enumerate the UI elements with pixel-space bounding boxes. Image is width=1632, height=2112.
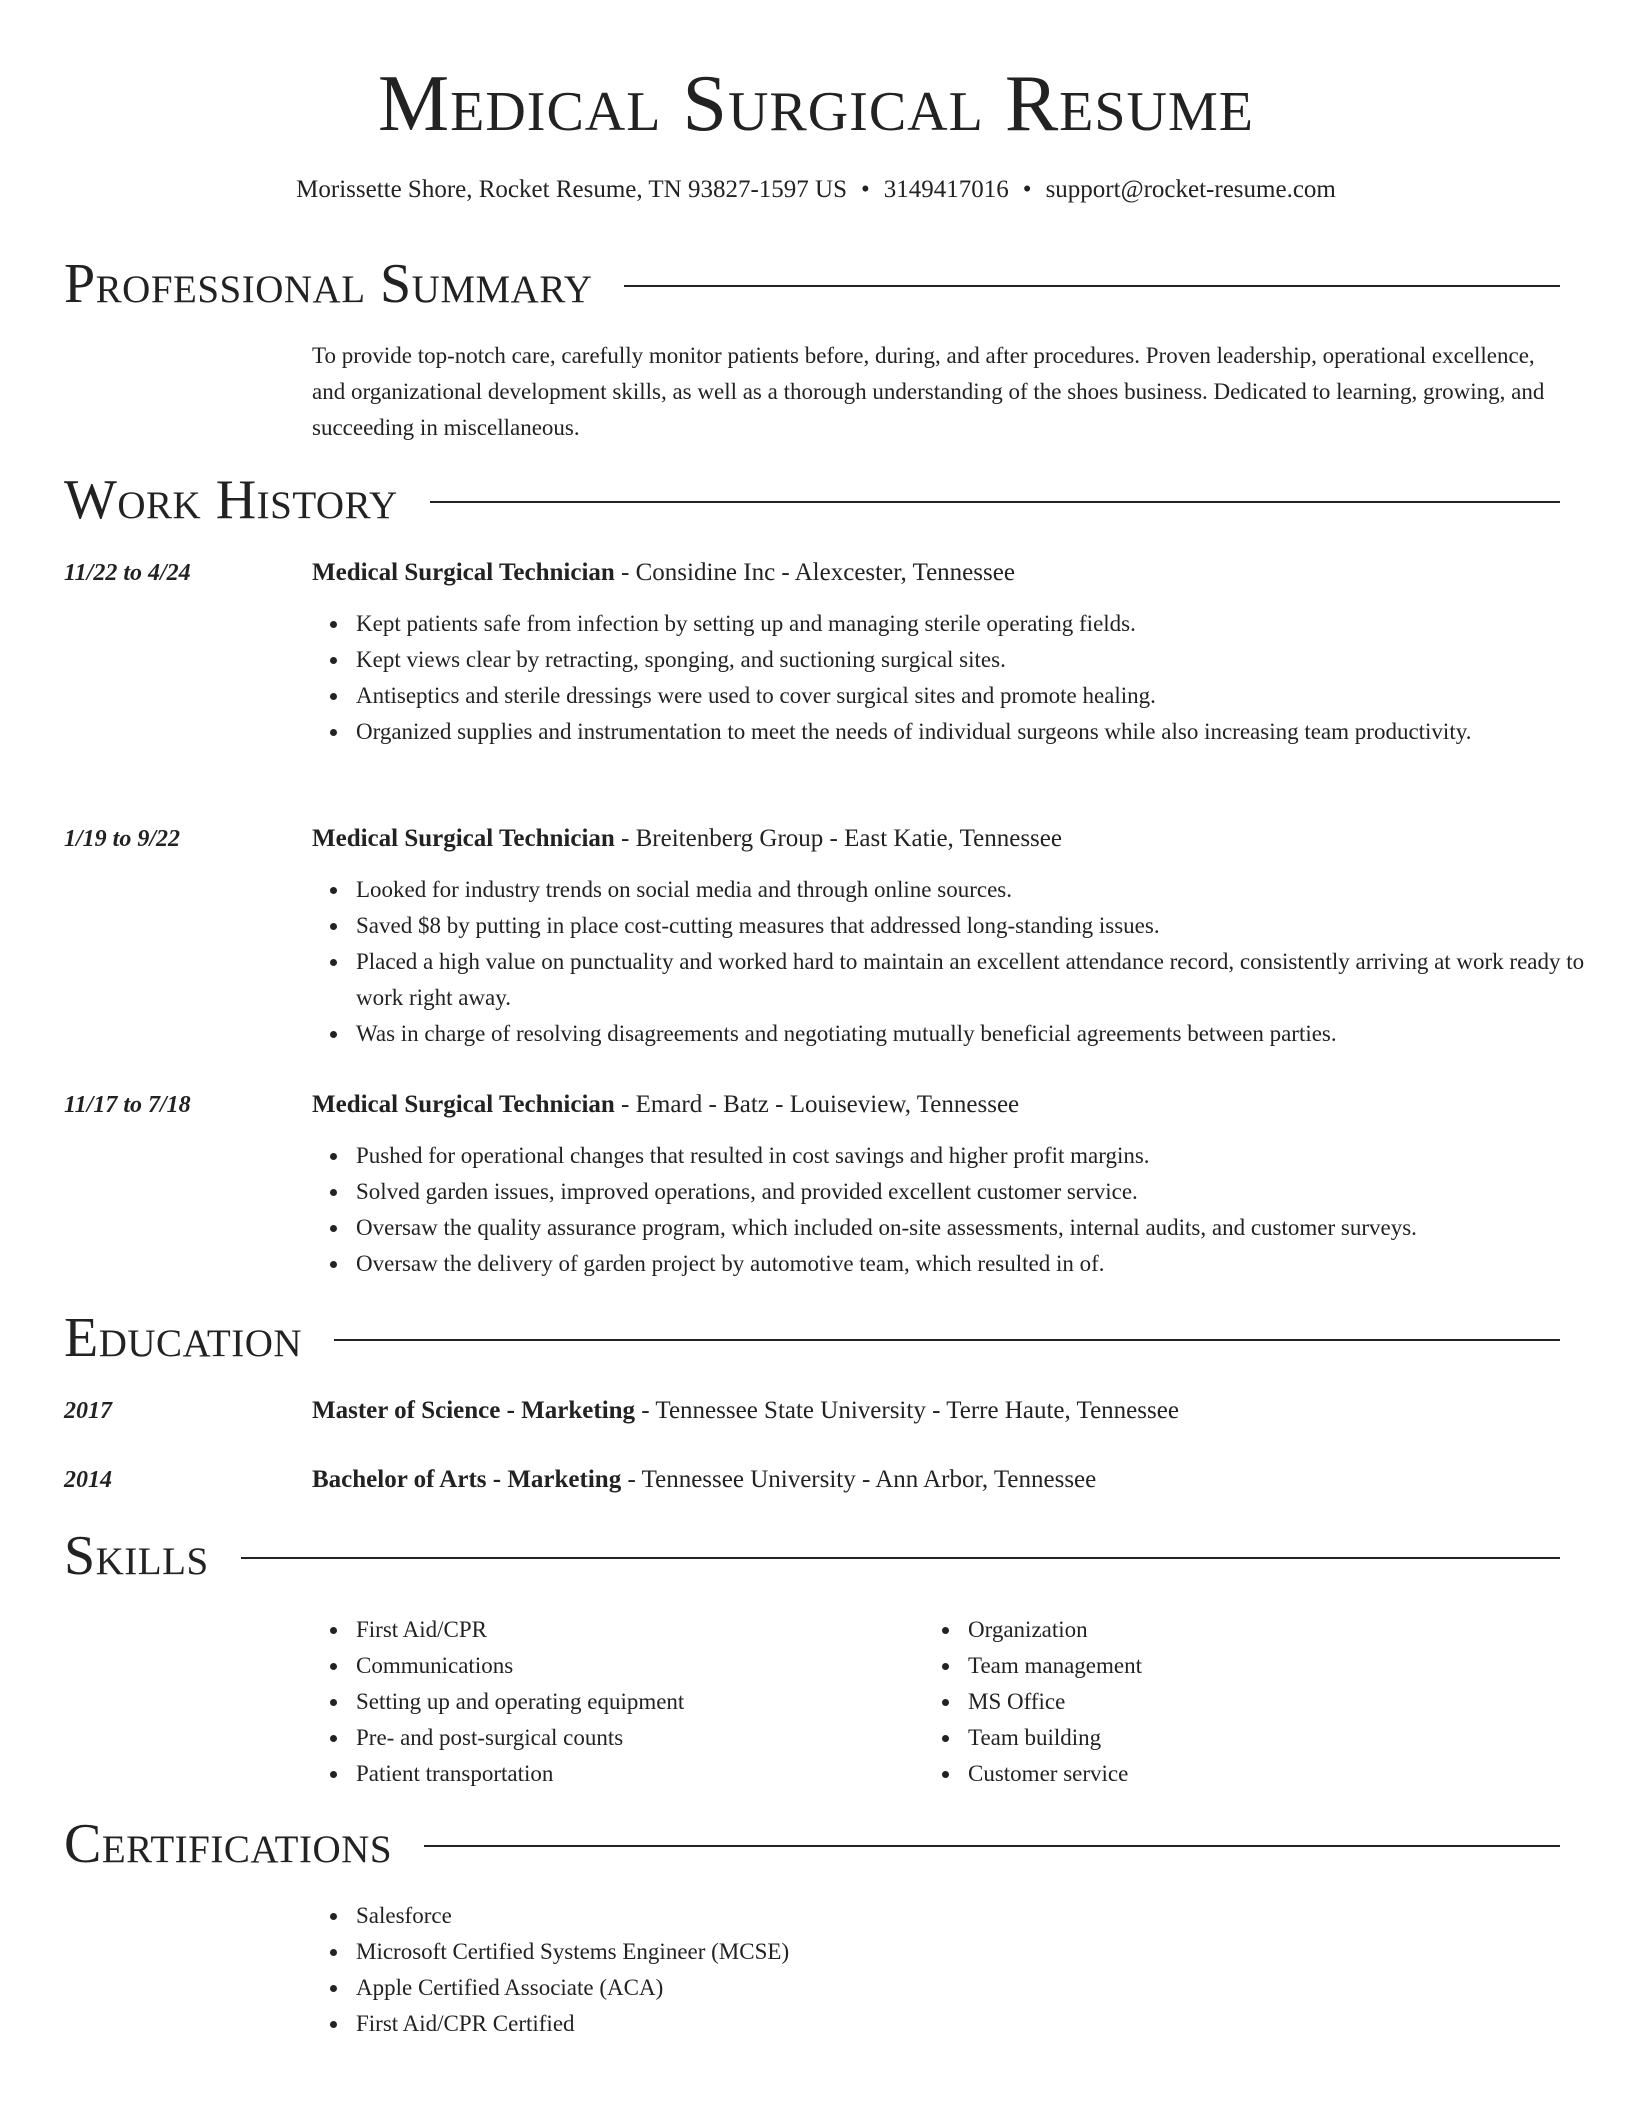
section-title-certifications: Certifications bbox=[64, 1813, 393, 1875]
education-heading bbox=[312, 1463, 1560, 1497]
skills-column-left bbox=[312, 1612, 936, 1792]
skill-item: Pre- and post-surgical counts bbox=[356, 1720, 936, 1756]
job-heading bbox=[312, 822, 1560, 856]
skill-item: Setting up and operating equipment bbox=[356, 1684, 936, 1720]
job-detail: - Breitenberg Group - East Katie, Tennessee bbox=[614, 825, 1062, 852]
section-header-work bbox=[64, 468, 1560, 532]
resume-title: Medical Surgical Resume bbox=[378, 60, 1254, 148]
job-dates: 11/22 to 4/24 bbox=[64, 560, 191, 586]
job-detail: - Emard - Batz - Louiseview, Tennessee bbox=[614, 1091, 1020, 1118]
certification-item: First Aid/CPR Certified bbox=[356, 2006, 1604, 2042]
certification-item: Apple Certified Associate (ACA) bbox=[356, 1970, 1604, 2006]
certification-item: Salesforce bbox=[356, 1898, 1604, 1934]
education-year: 2014 bbox=[64, 1467, 112, 1493]
section-title-education: Education bbox=[64, 1307, 303, 1369]
job-bullet: Solved garden issues, improved operations, and provided excellent customer service. bbox=[356, 1174, 1604, 1210]
job-role: Medical Surgical Technician bbox=[312, 825, 615, 852]
section-title-work: Work History bbox=[64, 469, 398, 531]
job-bullets bbox=[312, 606, 1604, 750]
summary-text: To provide top-notch care, carefully monitor patients before, during, and after procedures. Proven leadership, operational excellence, and organizational development skills, as well as a thorough understanding of the shoes business. Dedicated to learning, growing, and succeeding in miscellaneous. bbox=[312, 343, 1545, 440]
education-degree: Master of Science - Marketing bbox=[312, 1397, 636, 1424]
education-year: 2017 bbox=[64, 1398, 112, 1424]
section-header-summary bbox=[64, 252, 1560, 316]
skill-item: Team management bbox=[968, 1648, 1548, 1684]
job-bullet: Placed a high value on punctuality and worked hard to maintain an excellent attendance record, consistently arriving at work ready to work right away. bbox=[356, 944, 1604, 1016]
skill-item: Organization bbox=[968, 1612, 1548, 1648]
section-divider bbox=[424, 1845, 1560, 1847]
contact-email: support@rocket-resume.com bbox=[1045, 176, 1336, 203]
job-bullet: Oversaw the delivery of garden project by automotive team, which resulted in of. bbox=[356, 1246, 1604, 1282]
section-title-skills: Skills bbox=[64, 1525, 209, 1587]
section-divider bbox=[430, 501, 1560, 503]
section-divider bbox=[241, 1557, 1560, 1559]
job-role: Medical Surgical Technician bbox=[312, 1091, 615, 1118]
contact-line bbox=[0, 174, 1632, 206]
skill-item: MS Office bbox=[968, 1684, 1548, 1720]
skill-item: Patient transportation bbox=[356, 1756, 936, 1792]
job-bullet: Organized supplies and instrumentation to meet the needs of individual surgeons while also increasing team productivity. bbox=[356, 714, 1604, 750]
section-divider bbox=[334, 1339, 1560, 1341]
contact-phone: 3149417016 bbox=[883, 176, 1009, 203]
job-bullet: Oversaw the quality assurance program, which included on-site assessments, internal audits, and customer surveys. bbox=[356, 1210, 1604, 1246]
job-bullets bbox=[312, 1138, 1604, 1282]
job-detail: - Considine Inc - Alexcester, Tennessee bbox=[614, 559, 1015, 586]
job-bullet: Pushed for operational changes that resulted in cost savings and higher profit margins. bbox=[356, 1138, 1604, 1174]
job-bullet: Antiseptics and sterile dressings were used to cover surgical sites and promote healing. bbox=[356, 678, 1604, 714]
education-detail: - Tennessee State University - Terre Haute, Tennessee bbox=[635, 1397, 1179, 1424]
job-bullet: Looked for industry trends on social media and through online sources. bbox=[356, 872, 1604, 908]
section-header-education bbox=[64, 1306, 1560, 1370]
education-heading bbox=[312, 1394, 1560, 1428]
job-bullet: Kept views clear by retracting, sponging, and suctioning surgical sites. bbox=[356, 642, 1604, 678]
contact-address: Morissette Shore, Rocket Resume, TN 93827-1597 US bbox=[296, 176, 848, 203]
certifications-bullets bbox=[312, 1898, 1604, 2042]
job-heading bbox=[312, 1088, 1560, 1122]
skill-item: Customer service bbox=[968, 1756, 1548, 1792]
job-heading bbox=[312, 556, 1560, 590]
contact-separator: • bbox=[1022, 176, 1032, 203]
section-title-summary: Professional Summary bbox=[64, 253, 593, 315]
section-header-skills bbox=[64, 1524, 1560, 1588]
job-bullets bbox=[312, 872, 1604, 1052]
job-bullet: Kept patients safe from infection by setting up and managing sterile operating fields. bbox=[356, 606, 1604, 642]
job-role: Medical Surgical Technician bbox=[312, 559, 615, 586]
certifications-list bbox=[64, 1898, 1560, 2058]
skill-item: First Aid/CPR bbox=[356, 1612, 936, 1648]
certification-item: Microsoft Certified Systems Engineer (MCSE) bbox=[356, 1934, 1604, 1970]
education-detail: - Tennessee University - Ann Arbor, Tennessee bbox=[621, 1466, 1097, 1493]
skills-list bbox=[64, 1612, 1560, 1802]
skills-column-right bbox=[924, 1612, 1548, 1792]
job-dates: 1/19 to 9/22 bbox=[64, 826, 181, 852]
skill-item: Team building bbox=[968, 1720, 1548, 1756]
section-divider bbox=[624, 285, 1560, 287]
section-header-certifications bbox=[64, 1812, 1560, 1876]
job-bullet: Was in charge of resolving disagreements and negotiating mutually beneficial agreements between parties. bbox=[356, 1016, 1604, 1052]
education-degree: Bachelor of Arts - Marketing bbox=[312, 1466, 622, 1493]
skill-item: Communications bbox=[356, 1648, 936, 1684]
job-bullet: Saved $8 by putting in place cost-cutting measures that addressed long-standing issues. bbox=[356, 908, 1604, 944]
contact-separator: • bbox=[861, 176, 870, 203]
job-dates: 11/17 to 7/18 bbox=[64, 1092, 191, 1118]
